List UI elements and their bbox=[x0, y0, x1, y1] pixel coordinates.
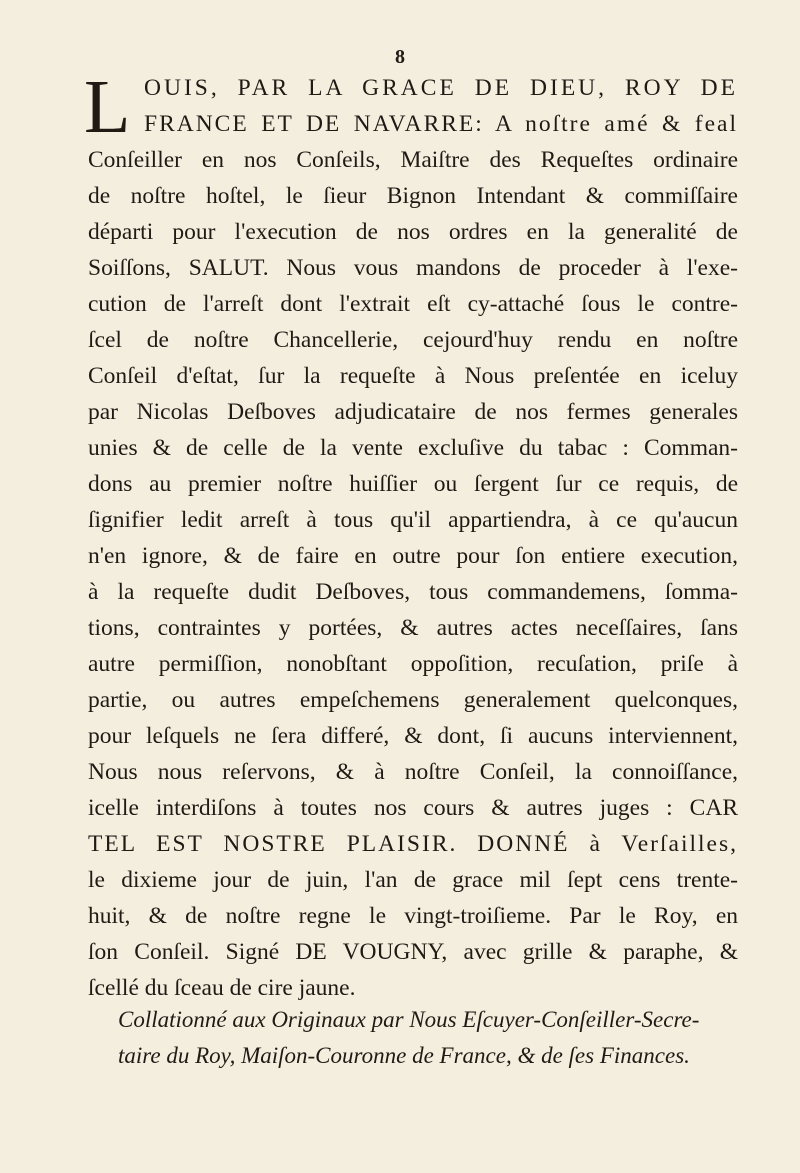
text-line: Soiſſons, SALUT. Nous vous mandons de proceder à l'exe- bbox=[88, 255, 738, 281]
text-line: unies & de celle de la vente excluſive du tabac : Comman- bbox=[88, 435, 738, 461]
text-line: ſcellé du ſceau de cire jaune. bbox=[88, 975, 356, 1001]
text-line: Conſeiller en nos Conſeils, Maiſtre des Requeſtes ordinaire bbox=[88, 147, 738, 173]
drop-cap-initial: L bbox=[84, 65, 131, 149]
text-line: Nous nous reſervons, & à noſtre Conſeil, la connoiſſance, bbox=[88, 759, 738, 785]
opening-lines bbox=[84, 65, 738, 149]
text-line: n'en ignore, & de faire en outre pour ſon entiere execution, bbox=[88, 543, 738, 569]
collation-line: Collationné aux Originaux par Nous Eſcuyer-Conſeiller-Secre- bbox=[118, 1007, 700, 1032]
text-line: ſcel de noſtre Chancellerie, cejourd'huy rendu en noſtre bbox=[88, 327, 738, 353]
text-line: FRANCE ET DE NAVARRE: A noſtre amé & feal bbox=[144, 111, 738, 137]
text-line: ſignifier ledit arreſt à tous qu'il appartiendra, à ce qu'aucun bbox=[88, 507, 738, 533]
text-line: par Nicolas Deſboves adjudicataire de nos fermes generales bbox=[88, 399, 738, 425]
text-line: le dixieme jour de juin, l'an de grace mil ſept cens trente- bbox=[88, 867, 738, 893]
text-line: huit, & de noſtre regne le vingt-troiſieme. Par le Roy, en bbox=[88, 903, 738, 929]
text-line: de noſtre hoſtel, le ſieur Bignon Intendant & commiſſaire bbox=[88, 183, 738, 209]
text-line: OUIS, PAR LA GRACE DE DIEU, ROY DE bbox=[144, 75, 738, 101]
page-number: 8 bbox=[395, 46, 405, 68]
collation-line: taire du Roy, Maiſon-Couronne de France, & de ſes Finances. bbox=[118, 1043, 690, 1068]
text-line: partie, ou autres empeſchemens generalement quelconques, bbox=[88, 687, 738, 713]
text-line: icelle interdiſons à toutes nos cours & autres juges : CAR bbox=[88, 795, 738, 821]
text-line: tions, contraintes y portées, & autres actes neceſſaires, ſans bbox=[88, 615, 738, 641]
text-line: départi pour l'execution de nos ordres en la generalité de bbox=[88, 219, 738, 245]
text-line: autre permiſſion, nonobſtant oppoſition, recuſation, priſe à bbox=[88, 651, 738, 677]
text-line: TEL EST NOSTRE PLAISIR. DONNÉ à Verſailles, bbox=[88, 831, 738, 857]
text-line: Conſeil d'eſtat, ſur la requeſte à Nous preſentée en iceluy bbox=[88, 363, 738, 389]
text-line: à la requeſte dudit Deſboves, tous commandemens, ſomma- bbox=[88, 579, 738, 605]
royal-letters-text bbox=[84, 65, 738, 1006]
text-line: pour leſquels ne ſera differé, & dont, ſi aucuns interviennent, bbox=[88, 723, 738, 749]
text-line: dons au premier noſtre huiſſier ou ſergent ſur ce requis, de bbox=[88, 471, 738, 497]
text-line: cution de l'arreſt dont l'extrait eſt cy-attaché ſous le contre- bbox=[88, 291, 738, 317]
collation-note bbox=[118, 1002, 738, 1074]
text-line: ſon Conſeil. Signé DE VOUGNY, avec grille & paraphe, & bbox=[88, 939, 738, 965]
